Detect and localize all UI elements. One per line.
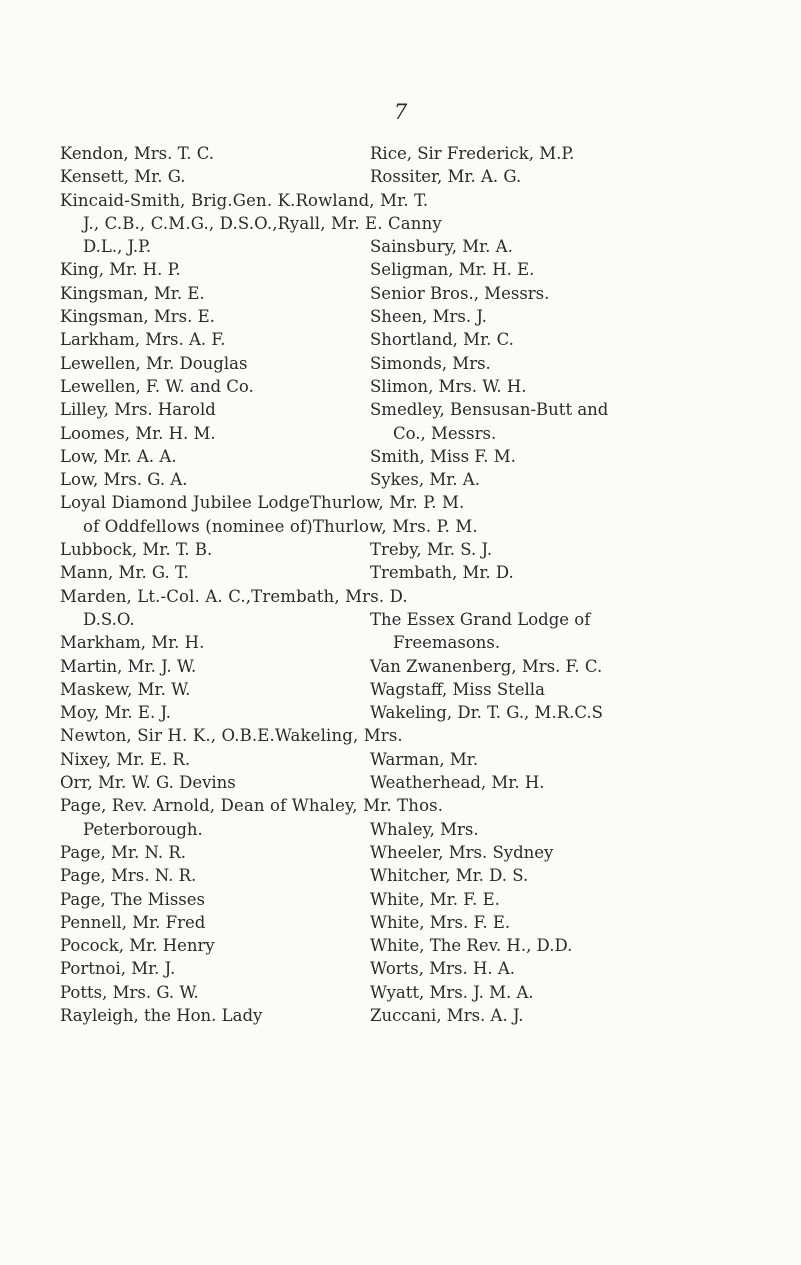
right-entry: Warman, Mr. bbox=[370, 749, 479, 769]
left-entry: Markham, Mr. H. bbox=[60, 633, 205, 653]
list-line bbox=[60, 701, 780, 724]
left-entry: Kendon, Mrs. T. C. bbox=[60, 144, 214, 163]
left-entry: Rayleigh, the Hon. Lady bbox=[60, 1005, 263, 1025]
list-line bbox=[60, 631, 780, 654]
list-line bbox=[60, 352, 780, 375]
right-entry: White, Mrs. F. E. bbox=[370, 912, 511, 932]
list-line bbox=[60, 212, 780, 235]
left-entry: Loomes, Mr. H. M. bbox=[60, 423, 216, 443]
list-line bbox=[60, 328, 780, 351]
right-entry: Sykes, Mr. A. bbox=[370, 470, 480, 490]
left-entry: Potts, Mrs. G. W. bbox=[60, 982, 199, 1002]
left-entry: Kensett, Mr. G. bbox=[60, 167, 186, 187]
list-line bbox=[60, 678, 780, 701]
right-entry: Sainsbury, Mr. A. bbox=[370, 237, 513, 257]
right-entry: Seligman, Mr. H. E. bbox=[370, 260, 535, 280]
left-entry: Page, Mr. N. R. bbox=[60, 842, 187, 862]
list-line bbox=[60, 655, 780, 678]
right-entry: Shortland, Mr. C. bbox=[370, 330, 514, 350]
right-entry: Simonds, Mrs. bbox=[370, 353, 491, 373]
right-entry: Rossiter, Mr. A. G. bbox=[370, 167, 522, 187]
list-line bbox=[60, 748, 780, 771]
right-entry: Whaley, Mrs. bbox=[370, 819, 479, 839]
list-line bbox=[60, 864, 780, 887]
right-entry: Wakeling, Dr. T. G., M.R.C.S bbox=[370, 703, 603, 723]
right-entry: Treby, Mr. S. J. bbox=[370, 540, 493, 560]
list-line bbox=[60, 724, 780, 747]
left-entry: Lewellen, F. W. and Co. bbox=[60, 376, 254, 396]
left-entry: Page, Mrs. N. R. bbox=[60, 866, 197, 886]
left-entry: Nixey, Mr. E. R. bbox=[60, 749, 191, 769]
left-entry: Pennell, Mr. Fred bbox=[60, 912, 206, 932]
subscriber-list bbox=[60, 142, 780, 1027]
list-line bbox=[60, 235, 780, 258]
right-entry: Zuccani, Mrs. A. J. bbox=[370, 1005, 524, 1025]
list-line bbox=[60, 491, 780, 514]
left-entry: Low, Mr. A. A. bbox=[60, 446, 177, 466]
right-entry: Co., Messrs. bbox=[393, 423, 497, 443]
left-entry: Pocock, Mr. Henry bbox=[60, 936, 215, 956]
list-line bbox=[60, 538, 780, 561]
left-entry: Page, The Misses bbox=[60, 889, 205, 909]
list-line bbox=[60, 142, 780, 165]
left-entry: Lubbock, Mr. T. B. bbox=[60, 540, 213, 560]
list-line bbox=[60, 1004, 780, 1027]
full-line-entry: Loyal Diamond Jubilee LodgeThurlow, Mr. P. M. bbox=[60, 493, 465, 513]
full-line-entry: Marden, Lt.-Col. A. C.,Trembath, Mrs. D. bbox=[60, 586, 408, 606]
right-entry: Wheeler, Mrs. Sydney bbox=[370, 842, 554, 862]
full-line-entry: J., C.B., C.M.G., D.S.O.,Ryall, Mr. E. Canny bbox=[83, 213, 442, 233]
right-entry: The Essex Grand Lodge of bbox=[370, 609, 591, 629]
list-line bbox=[60, 957, 780, 980]
right-entry: Worts, Mrs. H. A. bbox=[370, 959, 516, 979]
list-line bbox=[60, 258, 780, 281]
left-entry: Mann, Mr. G. T. bbox=[60, 563, 189, 583]
left-entry: Portnoi, Mr. J. bbox=[60, 959, 176, 979]
left-entry: Larkham, Mrs. A. F. bbox=[60, 330, 226, 350]
list-line bbox=[60, 888, 780, 911]
left-entry: D.S.O. bbox=[83, 609, 135, 629]
right-entry: Van Zwanenberg, Mrs. F. C. bbox=[370, 656, 603, 676]
list-line bbox=[60, 608, 780, 631]
list-line bbox=[60, 841, 780, 864]
right-entry: Slimon, Mrs. W. H. bbox=[370, 376, 527, 396]
right-entry: White, Mr. F. E. bbox=[370, 889, 500, 909]
left-entry: Maskew, Mr. W. bbox=[60, 679, 191, 699]
left-entry: King, Mr. H. P. bbox=[60, 260, 181, 280]
list-line bbox=[60, 398, 780, 421]
right-entry: Smith, Miss F. M. bbox=[370, 446, 516, 466]
left-entry: Orr, Mr. W. G. Devins bbox=[60, 773, 236, 793]
right-entry: Freemasons. bbox=[393, 633, 501, 653]
right-entry: Whitcher, Mr. D. S. bbox=[370, 866, 529, 886]
list-line bbox=[60, 445, 780, 468]
right-entry: Wyatt, Mrs. J. M. A. bbox=[370, 982, 534, 1002]
full-line-entry: of Oddfellows (nominee of)Thurlow, Mrs. P. M. bbox=[83, 516, 478, 536]
list-line bbox=[60, 282, 780, 305]
list-line bbox=[60, 305, 780, 328]
right-entry: Smedley, Bensusan-Butt and bbox=[370, 400, 609, 420]
list-line bbox=[60, 468, 780, 491]
left-entry: D.L., J.P. bbox=[83, 237, 152, 257]
right-entry: Rice, Sir Frederick, M.P. bbox=[370, 144, 575, 163]
list-line bbox=[60, 981, 780, 1004]
right-entry: Sheen, Mrs. J. bbox=[370, 307, 487, 327]
list-line bbox=[60, 818, 780, 841]
right-entry: Trembath, Mr. D. bbox=[370, 563, 514, 583]
list-line bbox=[60, 375, 780, 398]
right-entry: Senior Bros., Messrs. bbox=[370, 283, 550, 303]
list-line bbox=[60, 585, 780, 608]
right-entry: White, The Rev. H., D.D. bbox=[370, 936, 573, 956]
full-line-entry: Newton, Sir H. K., O.B.E.Wakeling, Mrs. bbox=[60, 726, 403, 746]
left-entry: Martin, Mr. J. W. bbox=[60, 656, 197, 676]
left-entry: Kingsman, Mrs. E. bbox=[60, 307, 215, 327]
left-entry: Peterborough. bbox=[83, 819, 203, 839]
full-line-entry: Page, Rev. Arnold, Dean of Whaley, Mr. Thos. bbox=[60, 796, 444, 816]
right-entry: Wagstaff, Miss Stella bbox=[370, 679, 545, 699]
left-entry: Lilley, Mrs. Harold bbox=[60, 400, 216, 420]
list-line bbox=[60, 189, 780, 212]
list-line bbox=[60, 911, 780, 934]
list-line bbox=[60, 422, 780, 445]
list-line bbox=[60, 165, 780, 188]
full-line-entry: Kincaid-Smith, Brig.Gen. K.Rowland, Mr. T. bbox=[60, 190, 429, 210]
list-line bbox=[60, 561, 780, 584]
left-entry: Moy, Mr. E. J. bbox=[60, 703, 172, 723]
list-line bbox=[60, 794, 780, 817]
list-line bbox=[60, 515, 780, 538]
list-line bbox=[60, 771, 780, 794]
page-number: 7 bbox=[393, 100, 408, 124]
list-line bbox=[60, 934, 780, 957]
left-entry: Lewellen, Mr. Douglas bbox=[60, 353, 248, 373]
left-entry: Kingsman, Mr. E. bbox=[60, 283, 205, 303]
left-entry: Low, Mrs. G. A. bbox=[60, 470, 188, 490]
right-entry: Weatherhead, Mr. H. bbox=[370, 773, 545, 793]
